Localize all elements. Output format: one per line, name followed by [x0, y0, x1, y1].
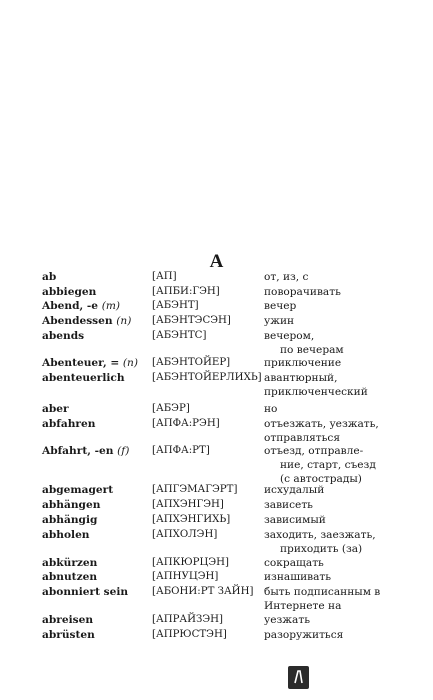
entry-translation [264, 556, 324, 570]
entry-word [42, 371, 125, 385]
entry-headword: aber [42, 403, 69, 415]
entry-transcription: [АПХЭНГЭН] [152, 499, 224, 510]
entry-transcription: [АПБИ:ГЭН] [152, 286, 220, 297]
entry-translation [264, 299, 296, 313]
entry-word [42, 570, 97, 584]
entry-headword: abhängen [42, 499, 101, 511]
entry-transcription: [АБОНИ:РТ ЗАЙН] [152, 586, 254, 597]
entry-headword: abends [42, 330, 85, 342]
entry-headword: abholen [42, 529, 90, 541]
entry-transcription: [АП] [152, 271, 177, 282]
translation-line: исхудалый [264, 484, 325, 496]
entry-translation [264, 314, 294, 328]
entry-word [42, 402, 69, 416]
translation-line: Интернете на [264, 600, 342, 612]
entry-transcription: [АБЭНТС] [152, 330, 207, 341]
translation-line: приключение [264, 357, 342, 369]
entry-word [42, 498, 100, 512]
translation-line: сокращать [264, 557, 324, 569]
entry-translation [264, 270, 308, 284]
entry-translation [264, 498, 313, 512]
translation-line: зависеть [264, 499, 313, 511]
entry-word [42, 585, 128, 599]
entry-headword: abhängig [42, 514, 98, 526]
translation-line: отъезд, отправле- [264, 445, 364, 457]
entry-transcription: [АПРАЙЗЭН] [152, 614, 224, 625]
entry-word [42, 417, 95, 431]
entry-transcription: [АБЭНТЭСЭН] [152, 315, 231, 326]
entry-word [42, 356, 138, 370]
entry-translation [264, 513, 326, 527]
entry-headword: Abend, -e [42, 300, 98, 312]
entry-word [42, 513, 97, 527]
entry-transcription: [АПФА:РТ] [152, 445, 210, 456]
translation-line: отправляться [264, 432, 341, 444]
entry-gender: (n) [116, 315, 132, 327]
entry-headword: Abfahrt, -en [42, 445, 114, 457]
entry-translation [264, 356, 341, 370]
entry-headword: Abendessen [42, 315, 113, 327]
entry-transcription: [АПРЮСТЭН] [152, 629, 227, 640]
entry-translation [264, 585, 380, 613]
entry-translation [264, 402, 277, 416]
translation-line: разоружиться [264, 629, 344, 641]
translation-line: отъезжать, уезжать, [264, 418, 379, 430]
publisher-logo-icon [294, 670, 303, 684]
entry-headword: abfahren [42, 418, 96, 430]
entry-headword: abkürzen [42, 557, 98, 569]
entry-word [42, 483, 113, 497]
entry-word [42, 329, 84, 343]
translation-line: поворачивать [264, 286, 341, 298]
entry-transcription: [АПНУЦЭН] [152, 571, 219, 582]
translation-line: ние, старт, съезд [280, 459, 376, 471]
entry-headword: abbiegen [42, 286, 97, 298]
entry-transcription: [АБЭР] [152, 403, 190, 414]
entry-translation [264, 528, 376, 556]
entry-gender: (f) [117, 445, 130, 457]
translation-line: вечер [264, 300, 297, 312]
entry-headword: Abenteuer, = [42, 357, 120, 369]
entry-transcription: [АПХЭНГИХЬ] [152, 514, 231, 525]
entry-headword: abreisen [42, 614, 94, 626]
entry-transcription: [АПГЭМАГЭРТ] [152, 484, 238, 495]
translation-line: по вечерам [280, 344, 344, 356]
entry-word [42, 528, 90, 542]
translation-line: ужин [264, 315, 295, 327]
entry-headword: abgemagert [42, 484, 114, 496]
translation-line: от, из, с [264, 271, 309, 283]
entry-word [42, 314, 131, 328]
entry-translation [264, 613, 310, 627]
entry-word [42, 285, 96, 299]
entry-transcription: [АБЭНТОЙЕРЛИХЬ] [152, 372, 262, 383]
entry-translation [264, 628, 343, 642]
entry-word [42, 556, 97, 570]
translation-line: авантюрный, [264, 372, 338, 384]
entry-word [42, 444, 129, 458]
entry-transcription: [АПФА:РЭН] [152, 418, 220, 429]
section-letter: A [209, 251, 224, 272]
publisher-logo [288, 666, 309, 689]
entry-headword: ab [42, 271, 57, 283]
translation-line: (с автострады) [280, 473, 362, 485]
translation-line: быть подписанным в [264, 586, 381, 598]
entry-translation [264, 417, 379, 445]
entry-transcription: [АБЭНТ] [152, 300, 199, 311]
entry-translation [264, 371, 368, 399]
translation-line: но [264, 403, 278, 415]
translation-line: приходить (за) [280, 543, 363, 555]
entry-transcription: [АПКЮРЦЭН] [152, 557, 230, 568]
entry-word [42, 628, 95, 642]
entry-headword: abenteuerlich [42, 372, 125, 384]
translation-line: заходить, заезжать, [264, 529, 376, 541]
entry-translation [264, 570, 331, 584]
entry-headword: abrüsten [42, 629, 95, 641]
translation-line: уезжать [264, 614, 310, 626]
translation-line: изнашивать [264, 571, 332, 583]
translation-line: зависимый [264, 514, 326, 526]
entry-translation [264, 329, 344, 357]
entry-word [42, 270, 56, 284]
translation-line: приключенческий [264, 386, 368, 398]
entry-translation [264, 285, 341, 299]
translation-line: вечером, [264, 330, 315, 342]
entry-word [42, 613, 93, 627]
entry-transcription: [АБЭНТОЙЕР] [152, 357, 231, 368]
entry-headword: abnutzen [42, 571, 98, 583]
entry-translation [264, 483, 324, 497]
entry-gender: (m) [101, 300, 121, 312]
entry-gender: (n) [122, 357, 139, 369]
entry-word [42, 299, 120, 313]
entry-translation [264, 444, 376, 486]
entry-headword: abonniert sein [42, 586, 129, 598]
entry-transcription: [АПХОЛЭН] [152, 529, 218, 540]
